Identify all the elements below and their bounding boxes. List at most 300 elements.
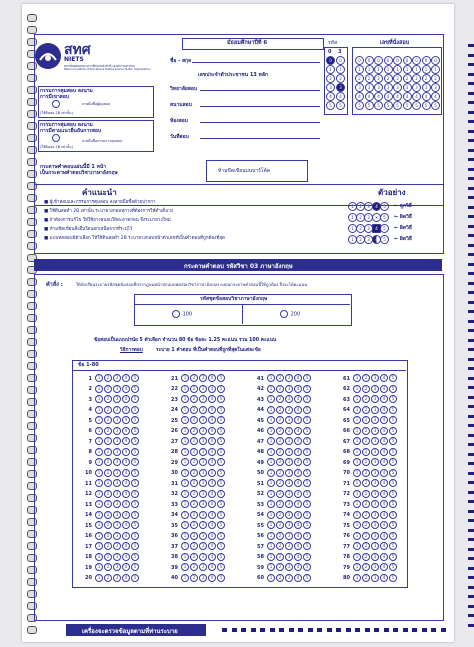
choice-bubble[interactable]: 4	[380, 553, 388, 561]
choice-bubble[interactable]: 4	[122, 469, 130, 477]
choice-bubble[interactable]: 5	[131, 479, 139, 487]
choice-bubble[interactable]: 4	[122, 385, 130, 393]
choice-bubble[interactable]: 2	[190, 553, 198, 561]
choice-bubble[interactable]: 1	[95, 521, 103, 529]
choice-bubble[interactable]: 2	[276, 479, 284, 487]
choice-bubble[interactable]: 5	[303, 385, 311, 393]
choice-bubble[interactable]: 1	[353, 563, 361, 571]
choice-bubble[interactable]: 1	[353, 490, 361, 498]
choice-bubble[interactable]: 3	[285, 406, 293, 414]
choice-bubble[interactable]: 2	[362, 416, 370, 424]
choice-bubble[interactable]: 4	[208, 521, 216, 529]
choice-bubble[interactable]: 3	[371, 437, 379, 445]
choice-bubble[interactable]: 5	[303, 427, 311, 435]
choice-bubble[interactable]: 5	[217, 490, 225, 498]
seat-bubble[interactable]: 4	[422, 92, 431, 101]
choice-bubble[interactable]: 2	[276, 385, 284, 393]
choice-bubble[interactable]: 2	[276, 563, 284, 571]
choice-bubble[interactable]: 4	[380, 385, 388, 393]
choice-bubble[interactable]: 3	[371, 511, 379, 519]
set-option-100-bubble[interactable]	[172, 310, 180, 318]
choice-bubble[interactable]: 3	[285, 490, 293, 498]
choice-bubble[interactable]: 1	[95, 427, 103, 435]
seat-bubble[interactable]: 4	[355, 92, 364, 101]
seat-bubble[interactable]: 5	[355, 101, 364, 110]
choice-bubble[interactable]: 3	[199, 553, 207, 561]
seat-bubble[interactable]: 1	[393, 65, 402, 74]
code-bubble[interactable]: 5	[326, 101, 335, 110]
choice-bubble[interactable]: 4	[294, 469, 302, 477]
choice-bubble[interactable]: 5	[131, 395, 139, 403]
choice-bubble[interactable]: 4	[208, 500, 216, 508]
choice-bubble[interactable]: 5	[389, 479, 397, 487]
choice-bubble[interactable]: 1	[267, 500, 275, 508]
choice-bubble[interactable]: 4	[294, 511, 302, 519]
choice-bubble[interactable]: 4	[208, 542, 216, 550]
code-bubble[interactable]: 1	[336, 65, 345, 74]
choice-bubble[interactable]: 3	[199, 542, 207, 550]
choice-bubble[interactable]: 3	[285, 427, 293, 435]
seat-bubble[interactable]: 2	[374, 74, 383, 83]
choice-bubble[interactable]: 5	[131, 458, 139, 466]
choice-bubble[interactable]: 2	[276, 458, 284, 466]
choice-bubble[interactable]: 4	[208, 532, 216, 540]
choice-bubble[interactable]: 4	[122, 416, 130, 424]
choice-bubble[interactable]: 1	[181, 385, 189, 393]
choice-bubble[interactable]: 4	[122, 511, 130, 519]
choice-bubble[interactable]: 5	[303, 437, 311, 445]
choice-bubble[interactable]: 5	[303, 500, 311, 508]
choice-bubble[interactable]: 1	[181, 532, 189, 540]
choice-bubble[interactable]: 2	[276, 374, 284, 382]
choice-bubble[interactable]: 1	[181, 511, 189, 519]
choice-bubble[interactable]: 2	[190, 395, 198, 403]
choice-bubble[interactable]: 3	[285, 574, 293, 582]
choice-bubble[interactable]: 3	[199, 437, 207, 445]
choice-bubble[interactable]: 1	[95, 458, 103, 466]
choice-bubble[interactable]: 1	[353, 406, 361, 414]
choice-bubble[interactable]: 3	[285, 553, 293, 561]
choice-bubble[interactable]: 1	[95, 469, 103, 477]
choice-bubble[interactable]: 4	[208, 395, 216, 403]
choice-bubble[interactable]: 4	[380, 416, 388, 424]
choice-bubble[interactable]: 4	[208, 406, 216, 414]
seat-bubble[interactable]: 2	[431, 74, 440, 83]
choice-bubble[interactable]: 5	[217, 542, 225, 550]
code-bubble[interactable]: 4	[336, 92, 345, 101]
choice-bubble[interactable]: 5	[389, 542, 397, 550]
choice-bubble[interactable]: 5	[303, 563, 311, 571]
seat-bubble[interactable]: 1	[412, 65, 421, 74]
seat-bubble[interactable]: 4	[403, 92, 412, 101]
choice-bubble[interactable]: 2	[104, 532, 112, 540]
seat-bubble[interactable]: 2	[355, 74, 364, 83]
seat-bubble[interactable]: 2	[365, 74, 374, 83]
choice-bubble[interactable]: 4	[294, 500, 302, 508]
choice-bubble[interactable]: 4	[294, 374, 302, 382]
choice-bubble[interactable]: 1	[95, 563, 103, 571]
choice-bubble[interactable]: 4	[122, 448, 130, 456]
choice-bubble[interactable]: 2	[362, 490, 370, 498]
choice-bubble[interactable]: 2	[104, 511, 112, 519]
choice-bubble[interactable]: 5	[303, 479, 311, 487]
choice-bubble[interactable]: 3	[285, 511, 293, 519]
choice-bubble[interactable]: 5	[131, 511, 139, 519]
choice-bubble[interactable]: 2	[190, 479, 198, 487]
choice-bubble[interactable]: 5	[303, 511, 311, 519]
choice-bubble[interactable]: 5	[217, 574, 225, 582]
choice-bubble[interactable]: 3	[285, 479, 293, 487]
choice-bubble[interactable]: 4	[380, 469, 388, 477]
choice-bubble[interactable]: 4	[294, 479, 302, 487]
choice-bubble[interactable]: 3	[113, 553, 121, 561]
choice-bubble[interactable]: 4	[208, 437, 216, 445]
choice-bubble[interactable]: 5	[389, 532, 397, 540]
choice-bubble[interactable]: 3	[371, 563, 379, 571]
choice-bubble[interactable]: 1	[267, 427, 275, 435]
choice-bubble[interactable]: 2	[362, 500, 370, 508]
choice-bubble[interactable]: 5	[389, 427, 397, 435]
choice-bubble[interactable]: 1	[95, 406, 103, 414]
choice-bubble[interactable]: 3	[285, 542, 293, 550]
choice-bubble[interactable]: 5	[389, 490, 397, 498]
choice-bubble[interactable]: 4	[380, 406, 388, 414]
choice-bubble[interactable]: 2	[362, 458, 370, 466]
choice-bubble[interactable]: 4	[208, 563, 216, 571]
choice-bubble[interactable]: 2	[362, 479, 370, 487]
choice-bubble[interactable]: 5	[389, 416, 397, 424]
choice-bubble[interactable]: 1	[181, 458, 189, 466]
choice-bubble[interactable]: 5	[303, 521, 311, 529]
choice-bubble[interactable]: 1	[353, 469, 361, 477]
choice-bubble[interactable]: 4	[122, 458, 130, 466]
choice-bubble[interactable]: 4	[380, 374, 388, 382]
choice-bubble[interactable]: 5	[131, 542, 139, 550]
choice-bubble[interactable]: 1	[181, 374, 189, 382]
set-option-200-bubble[interactable]	[280, 310, 288, 318]
choice-bubble[interactable]: 3	[199, 532, 207, 540]
choice-bubble[interactable]: 2	[190, 490, 198, 498]
choice-bubble[interactable]: 5	[303, 469, 311, 477]
choice-bubble[interactable]: 5	[217, 458, 225, 466]
choice-bubble[interactable]: 1	[181, 542, 189, 550]
choice-bubble[interactable]: 5	[217, 448, 225, 456]
choice-bubble[interactable]: 2	[104, 500, 112, 508]
choice-bubble[interactable]: 5	[131, 448, 139, 456]
choice-bubble[interactable]: 5	[217, 500, 225, 508]
choice-bubble[interactable]: 4	[294, 437, 302, 445]
choice-bubble[interactable]: 2	[276, 406, 284, 414]
choice-bubble[interactable]: 2	[276, 521, 284, 529]
choice-bubble[interactable]: 3	[371, 416, 379, 424]
choice-bubble[interactable]: 2	[276, 542, 284, 550]
choice-bubble[interactable]: 5	[303, 406, 311, 414]
choice-bubble[interactable]: 2	[190, 437, 198, 445]
choice-bubble[interactable]: 5	[303, 574, 311, 582]
seat-bubble[interactable]: 0	[393, 56, 402, 65]
choice-bubble[interactable]: 3	[199, 479, 207, 487]
choice-bubble[interactable]: 3	[285, 532, 293, 540]
choice-bubble[interactable]: 1	[95, 374, 103, 382]
choice-bubble[interactable]: 1	[353, 521, 361, 529]
choice-bubble[interactable]: 2	[104, 469, 112, 477]
choice-bubble[interactable]: 1	[353, 574, 361, 582]
seat-bubble[interactable]: 1	[384, 65, 393, 74]
choice-bubble[interactable]: 3	[113, 385, 121, 393]
seat-bubble[interactable]: 2	[422, 74, 431, 83]
choice-bubble[interactable]: 4	[380, 563, 388, 571]
choice-bubble[interactable]: 2	[362, 448, 370, 456]
choice-bubble[interactable]: 1	[181, 574, 189, 582]
choice-bubble[interactable]: 3	[113, 574, 121, 582]
choice-bubble[interactable]: 5	[389, 385, 397, 393]
choice-bubble[interactable]: 2	[362, 385, 370, 393]
room-field[interactable]	[200, 122, 320, 123]
choice-bubble[interactable]: 1	[181, 500, 189, 508]
choice-bubble[interactable]: 2	[362, 553, 370, 561]
choice-bubble[interactable]: 3	[285, 416, 293, 424]
choice-bubble[interactable]: 3	[371, 490, 379, 498]
choice-bubble[interactable]: 4	[122, 395, 130, 403]
choice-bubble[interactable]: 4	[208, 385, 216, 393]
choice-bubble[interactable]: 5	[303, 490, 311, 498]
choice-bubble[interactable]: 5	[217, 416, 225, 424]
choice-bubble[interactable]: 1	[95, 553, 103, 561]
choice-bubble[interactable]: 2	[104, 427, 112, 435]
seat-bubble[interactable]: 4	[412, 92, 421, 101]
seat-bubble[interactable]: 5	[412, 101, 421, 110]
choice-bubble[interactable]: 1	[267, 521, 275, 529]
seat-bubble[interactable]: 2	[412, 74, 421, 83]
seat-bubble[interactable]: 4	[393, 92, 402, 101]
choice-bubble[interactable]: 1	[353, 374, 361, 382]
choice-bubble[interactable]: 1	[267, 490, 275, 498]
choice-bubble[interactable]: 4	[294, 406, 302, 414]
choice-bubble[interactable]: 5	[131, 500, 139, 508]
choice-bubble[interactable]: 5	[131, 427, 139, 435]
seat-bubble[interactable]: 3	[412, 83, 421, 92]
choice-bubble[interactable]: 3	[371, 385, 379, 393]
code-bubble[interactable]: 0	[326, 56, 335, 65]
choice-bubble[interactable]: 4	[208, 448, 216, 456]
choice-bubble[interactable]: 2	[362, 574, 370, 582]
seat-bubble[interactable]: 0	[355, 56, 364, 65]
choice-bubble[interactable]: 2	[190, 458, 198, 466]
seat-bubble[interactable]: 1	[403, 65, 412, 74]
choice-bubble[interactable]: 1	[267, 563, 275, 571]
choice-bubble[interactable]: 3	[113, 406, 121, 414]
code-bubble[interactable]: 3	[336, 83, 345, 92]
choice-bubble[interactable]: 1	[95, 385, 103, 393]
choice-bubble[interactable]: 1	[95, 532, 103, 540]
seat-bubble[interactable]: 5	[422, 101, 431, 110]
code-bubble[interactable]: 1	[326, 65, 335, 74]
choice-bubble[interactable]: 4	[122, 532, 130, 540]
choice-bubble[interactable]: 3	[199, 374, 207, 382]
choice-bubble[interactable]: 1	[353, 532, 361, 540]
seat-bubble[interactable]: 3	[384, 83, 393, 92]
choice-bubble[interactable]: 5	[303, 542, 311, 550]
choice-bubble[interactable]: 4	[380, 427, 388, 435]
choice-bubble[interactable]: 1	[181, 416, 189, 424]
date-field[interactable]	[200, 138, 320, 139]
choice-bubble[interactable]: 2	[362, 511, 370, 519]
choice-bubble[interactable]: 5	[389, 374, 397, 382]
choice-bubble[interactable]: 2	[104, 574, 112, 582]
seat-bubble[interactable]: 4	[431, 92, 440, 101]
choice-bubble[interactable]: 2	[104, 563, 112, 571]
choice-bubble[interactable]: 2	[190, 532, 198, 540]
choice-bubble[interactable]: 5	[303, 448, 311, 456]
choice-bubble[interactable]: 5	[389, 574, 397, 582]
choice-bubble[interactable]: 1	[267, 437, 275, 445]
choice-bubble[interactable]: 2	[362, 427, 370, 435]
choice-bubble[interactable]: 1	[353, 395, 361, 403]
choice-bubble[interactable]: 5	[389, 406, 397, 414]
choice-bubble[interactable]: 3	[285, 458, 293, 466]
choice-bubble[interactable]: 4	[294, 553, 302, 561]
choice-bubble[interactable]: 5	[303, 553, 311, 561]
choice-bubble[interactable]: 1	[353, 437, 361, 445]
choice-bubble[interactable]: 2	[104, 374, 112, 382]
seat-bubble[interactable]: 5	[403, 101, 412, 110]
choice-bubble[interactable]: 1	[267, 511, 275, 519]
choice-bubble[interactable]: 3	[113, 437, 121, 445]
choice-bubble[interactable]: 2	[104, 553, 112, 561]
choice-bubble[interactable]: 4	[208, 469, 216, 477]
choice-bubble[interactable]: 2	[276, 511, 284, 519]
choice-bubble[interactable]: 2	[362, 532, 370, 540]
seat-bubble[interactable]: 5	[431, 101, 440, 110]
choice-bubble[interactable]: 5	[303, 458, 311, 466]
choice-bubble[interactable]: 4	[294, 385, 302, 393]
choice-bubble[interactable]: 3	[371, 427, 379, 435]
school-field[interactable]	[200, 90, 320, 91]
choice-bubble[interactable]: 4	[208, 416, 216, 424]
choice-bubble[interactable]: 1	[267, 458, 275, 466]
choice-bubble[interactable]: 3	[371, 374, 379, 382]
choice-bubble[interactable]: 4	[208, 427, 216, 435]
seat-bubble[interactable]: 0	[422, 56, 431, 65]
choice-bubble[interactable]: 4	[122, 500, 130, 508]
choice-bubble[interactable]: 4	[122, 427, 130, 435]
choice-bubble[interactable]: 2	[104, 458, 112, 466]
choice-bubble[interactable]: 3	[113, 469, 121, 477]
seat-bubble[interactable]: 3	[403, 83, 412, 92]
choice-bubble[interactable]: 4	[380, 532, 388, 540]
choice-bubble[interactable]: 4	[294, 532, 302, 540]
choice-bubble[interactable]: 3	[371, 395, 379, 403]
choice-bubble[interactable]: 2	[190, 500, 198, 508]
site-field[interactable]	[200, 106, 320, 107]
seat-bubble[interactable]: 0	[403, 56, 412, 65]
choice-bubble[interactable]: 3	[371, 458, 379, 466]
choice-bubble[interactable]: 3	[199, 448, 207, 456]
choice-bubble[interactable]: 2	[362, 406, 370, 414]
choice-bubble[interactable]: 1	[267, 406, 275, 414]
choice-bubble[interactable]: 1	[267, 574, 275, 582]
choice-bubble[interactable]: 3	[285, 469, 293, 477]
choice-bubble[interactable]: 5	[131, 553, 139, 561]
choice-bubble[interactable]: 5	[389, 511, 397, 519]
choice-bubble[interactable]: 1	[95, 479, 103, 487]
choice-bubble[interactable]: 5	[217, 437, 225, 445]
choice-bubble[interactable]: 5	[389, 563, 397, 571]
choice-bubble[interactable]: 1	[95, 395, 103, 403]
seat-bubble[interactable]: 3	[374, 83, 383, 92]
choice-bubble[interactable]: 1	[267, 374, 275, 382]
code-bubble[interactable]: 0	[336, 56, 345, 65]
choice-bubble[interactable]: 4	[122, 406, 130, 414]
choice-bubble[interactable]: 3	[371, 532, 379, 540]
choice-bubble[interactable]: 3	[371, 469, 379, 477]
choice-bubble[interactable]: 4	[122, 553, 130, 561]
choice-bubble[interactable]: 3	[199, 416, 207, 424]
choice-bubble[interactable]: 2	[104, 406, 112, 414]
choice-bubble[interactable]: 4	[122, 521, 130, 529]
choice-bubble[interactable]: 1	[181, 437, 189, 445]
choice-bubble[interactable]: 3	[285, 500, 293, 508]
choice-bubble[interactable]: 2	[190, 448, 198, 456]
choice-bubble[interactable]: 4	[122, 374, 130, 382]
choice-bubble[interactable]: 1	[181, 469, 189, 477]
choice-bubble[interactable]: 5	[389, 500, 397, 508]
choice-bubble[interactable]: 4	[208, 458, 216, 466]
choice-bubble[interactable]: 2	[190, 374, 198, 382]
choice-bubble[interactable]: 2	[190, 574, 198, 582]
choice-bubble[interactable]: 5	[131, 490, 139, 498]
choice-bubble[interactable]: 1	[267, 542, 275, 550]
choice-bubble[interactable]: 2	[104, 490, 112, 498]
name-field[interactable]	[192, 62, 320, 63]
choice-bubble[interactable]: 1	[181, 521, 189, 529]
choice-bubble[interactable]: 3	[199, 500, 207, 508]
code-bubble[interactable]: 5	[336, 101, 345, 110]
choice-bubble[interactable]: 3	[113, 479, 121, 487]
choice-bubble[interactable]: 2	[276, 490, 284, 498]
choice-bubble[interactable]: 5	[131, 563, 139, 571]
choice-bubble[interactable]: 3	[199, 395, 207, 403]
choice-bubble[interactable]: 2	[276, 448, 284, 456]
choice-bubble[interactable]: 2	[362, 395, 370, 403]
choice-bubble[interactable]: 5	[217, 532, 225, 540]
choice-bubble[interactable]: 4	[294, 416, 302, 424]
choice-bubble[interactable]: 5	[131, 437, 139, 445]
choice-bubble[interactable]: 1	[95, 437, 103, 445]
choice-bubble[interactable]: 4	[380, 490, 388, 498]
choice-bubble[interactable]: 1	[181, 479, 189, 487]
choice-bubble[interactable]: 5	[303, 374, 311, 382]
choice-bubble[interactable]: 3	[113, 374, 121, 382]
choice-bubble[interactable]: 1	[181, 448, 189, 456]
choice-bubble[interactable]: 4	[208, 574, 216, 582]
choice-bubble[interactable]: 3	[199, 427, 207, 435]
choice-bubble[interactable]: 4	[294, 574, 302, 582]
choice-bubble[interactable]: 2	[362, 563, 370, 571]
choice-bubble[interactable]: 3	[113, 542, 121, 550]
choice-bubble[interactable]: 4	[380, 448, 388, 456]
choice-bubble[interactable]: 2	[104, 437, 112, 445]
choice-bubble[interactable]: 3	[199, 574, 207, 582]
choice-bubble[interactable]: 2	[190, 563, 198, 571]
seat-bubble[interactable]: 4	[374, 92, 383, 101]
choice-bubble[interactable]: 5	[217, 479, 225, 487]
choice-bubble[interactable]: 2	[276, 574, 284, 582]
choice-bubble[interactable]: 1	[353, 416, 361, 424]
choice-bubble[interactable]: 1	[353, 500, 361, 508]
seat-bubble[interactable]: 1	[374, 65, 383, 74]
choice-bubble[interactable]: 4	[380, 500, 388, 508]
